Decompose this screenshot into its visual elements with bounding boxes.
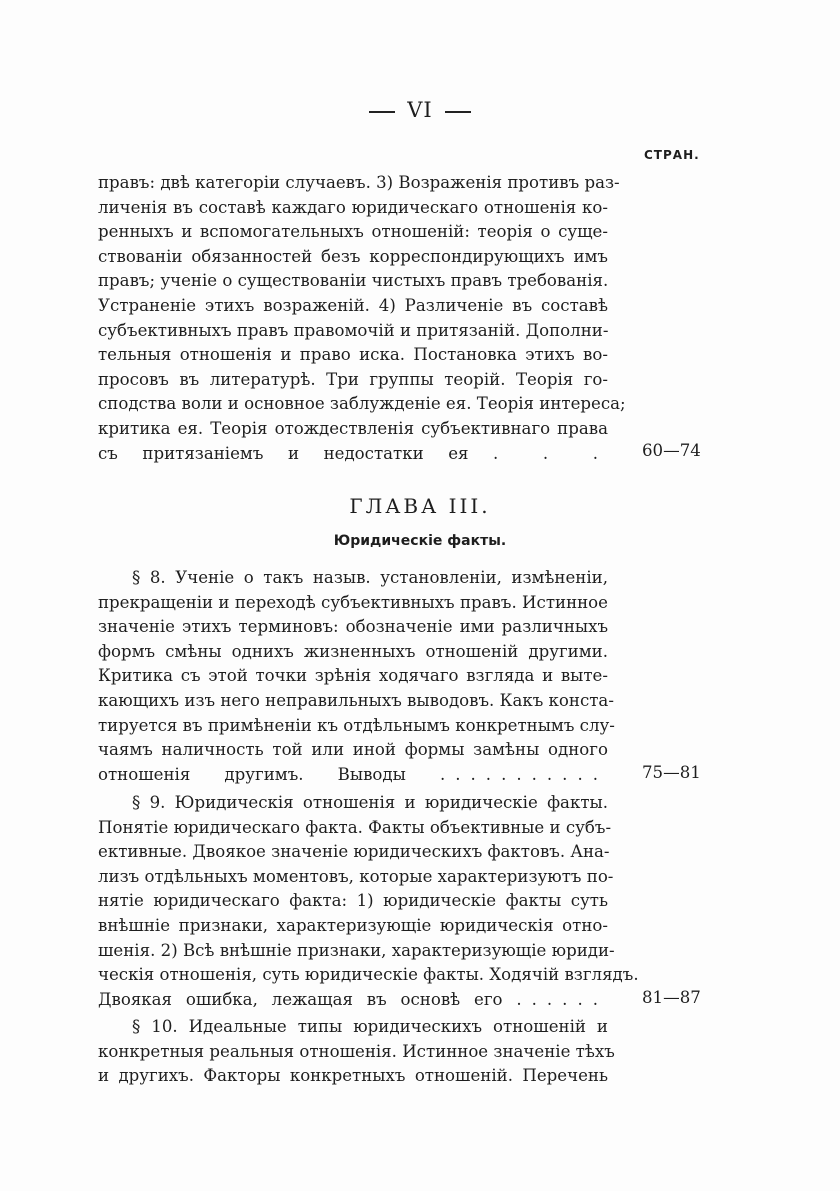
entry-line: ективные. Двоякое значеніе юридическихъ фактовъ. Ана- (98, 842, 610, 862)
entry-line: просовъ въ литературѣ. Три группы теорій. Теорія го- (98, 369, 608, 389)
entry-line: ческія отношенія, суть юридическіе факты. Ходячій взглядъ. (98, 965, 639, 985)
entry-line: Понятіе юридическаго факта. Факты объективные и субъ- (98, 817, 612, 837)
page-column-label: СТРАН. (644, 148, 700, 162)
entry-line: формъ смѣны однихъ жизненныхъ отношеній другими. (98, 641, 608, 661)
entry-line-last (98, 988, 608, 1013)
entry-text: отношенія другимъ. Выводы (98, 764, 406, 784)
page-range: 60—74 (642, 441, 701, 460)
entry-line: шенія. 2) Всѣ внѣшніе признаки, характеризующіе юриди- (98, 940, 615, 960)
page-number: VI (407, 98, 433, 122)
entry-line: Критика съ этой точки зрѣнія ходячаго взгляда и выте- (98, 666, 608, 686)
entry-line: нятіе юридическаго факта: 1) юридическіе факты суть (98, 891, 608, 911)
dot-leader: ...... (516, 989, 608, 1009)
entry-line: § 8. Ученіе о такъ назыв. установленіи, измѣненіи, (132, 568, 608, 587)
entry-line: и другихъ. Факторы конкретныхъ отношеній. Перечень (98, 1066, 608, 1086)
entry-line: прекращеніи и переходѣ субъективныхъ правъ. Истинное (98, 592, 608, 612)
header-dash-left (369, 111, 395, 113)
entry-line: § 9. Юридическія отношенія и юридическіе факты. (132, 793, 608, 812)
entry-line: значеніе этихъ терминовъ: обозначеніе ими различныхъ (98, 617, 608, 637)
entry-line-last (98, 763, 608, 788)
entry-line: личенія въ составѣ каждаго юридическаго отношенія ко- (98, 197, 608, 217)
entry-line: сподства воли и основное заблужденіе ея. Теорія интереса; (98, 394, 626, 414)
entry-line: правъ: двѣ категоріи случаевъ. 3) Возраженія противъ раз- (98, 173, 620, 192)
toc-entry (98, 566, 615, 787)
entry-line: правъ; ученіе о существованіи чистыхъ правъ требованія. (98, 271, 609, 291)
dot-leader: ........... (439, 764, 608, 784)
entry-line: критика ея. Теорія отождествленія субъективнаго права (98, 418, 608, 438)
header-dash-right (445, 111, 471, 113)
page-range: 81—87 (642, 988, 701, 1007)
entry-text: Двоякая ошибка, лежащая въ основѣ его (98, 989, 503, 1009)
entry-line: внѣшніе признаки, характеризующіе юридическія отно- (98, 915, 608, 935)
entry-text: съ притязаніемъ и недостатки ея (98, 443, 469, 463)
entry-line: ренныхъ и вспомогательныхъ отношеній: теорія о суще- (98, 222, 608, 242)
page-header (0, 98, 840, 122)
entry-line: § 10. Идеальные типы юридическихъ отношеній и (132, 1017, 608, 1036)
toc-entry (98, 1015, 615, 1089)
chapter-title: ГЛАВА III. (349, 494, 491, 518)
page-range: 75—81 (642, 763, 701, 782)
entry-line: чаямъ наличность той или иной формы замѣны одного (98, 740, 608, 760)
entry-line: ствованіи обязанностей безъ корреспондирующихъ имъ (98, 246, 608, 266)
entry-line: субъективныхъ правъ правомочій и притязаній. Дополни- (98, 320, 609, 340)
entry-line: Устраненіе этихъ возраженій. 4) Различеніе въ составѣ (98, 295, 608, 315)
entry-line: конкретныя реальныя отношенія. Истинное значеніе тѣхъ (98, 1041, 615, 1061)
entry-line-last (98, 442, 608, 467)
entry-line: кающихъ изъ него неправильныхъ выводовъ. Какъ конста- (98, 690, 614, 710)
entry-line: тельныя отношенія и право иска. Постановка этихъ во- (98, 345, 608, 365)
chapter-subtitle: Юридическіе факты. (333, 533, 507, 549)
toc-entry (98, 171, 626, 466)
dot-leader: . . . (493, 443, 608, 463)
toc-entry (98, 791, 639, 1012)
entry-line: лизъ отдѣльныхъ моментовъ, которые характеризуютъ по- (98, 866, 614, 886)
entry-line: тируется въ примѣненіи къ отдѣльнымъ конкретнымъ слу- (98, 715, 615, 735)
